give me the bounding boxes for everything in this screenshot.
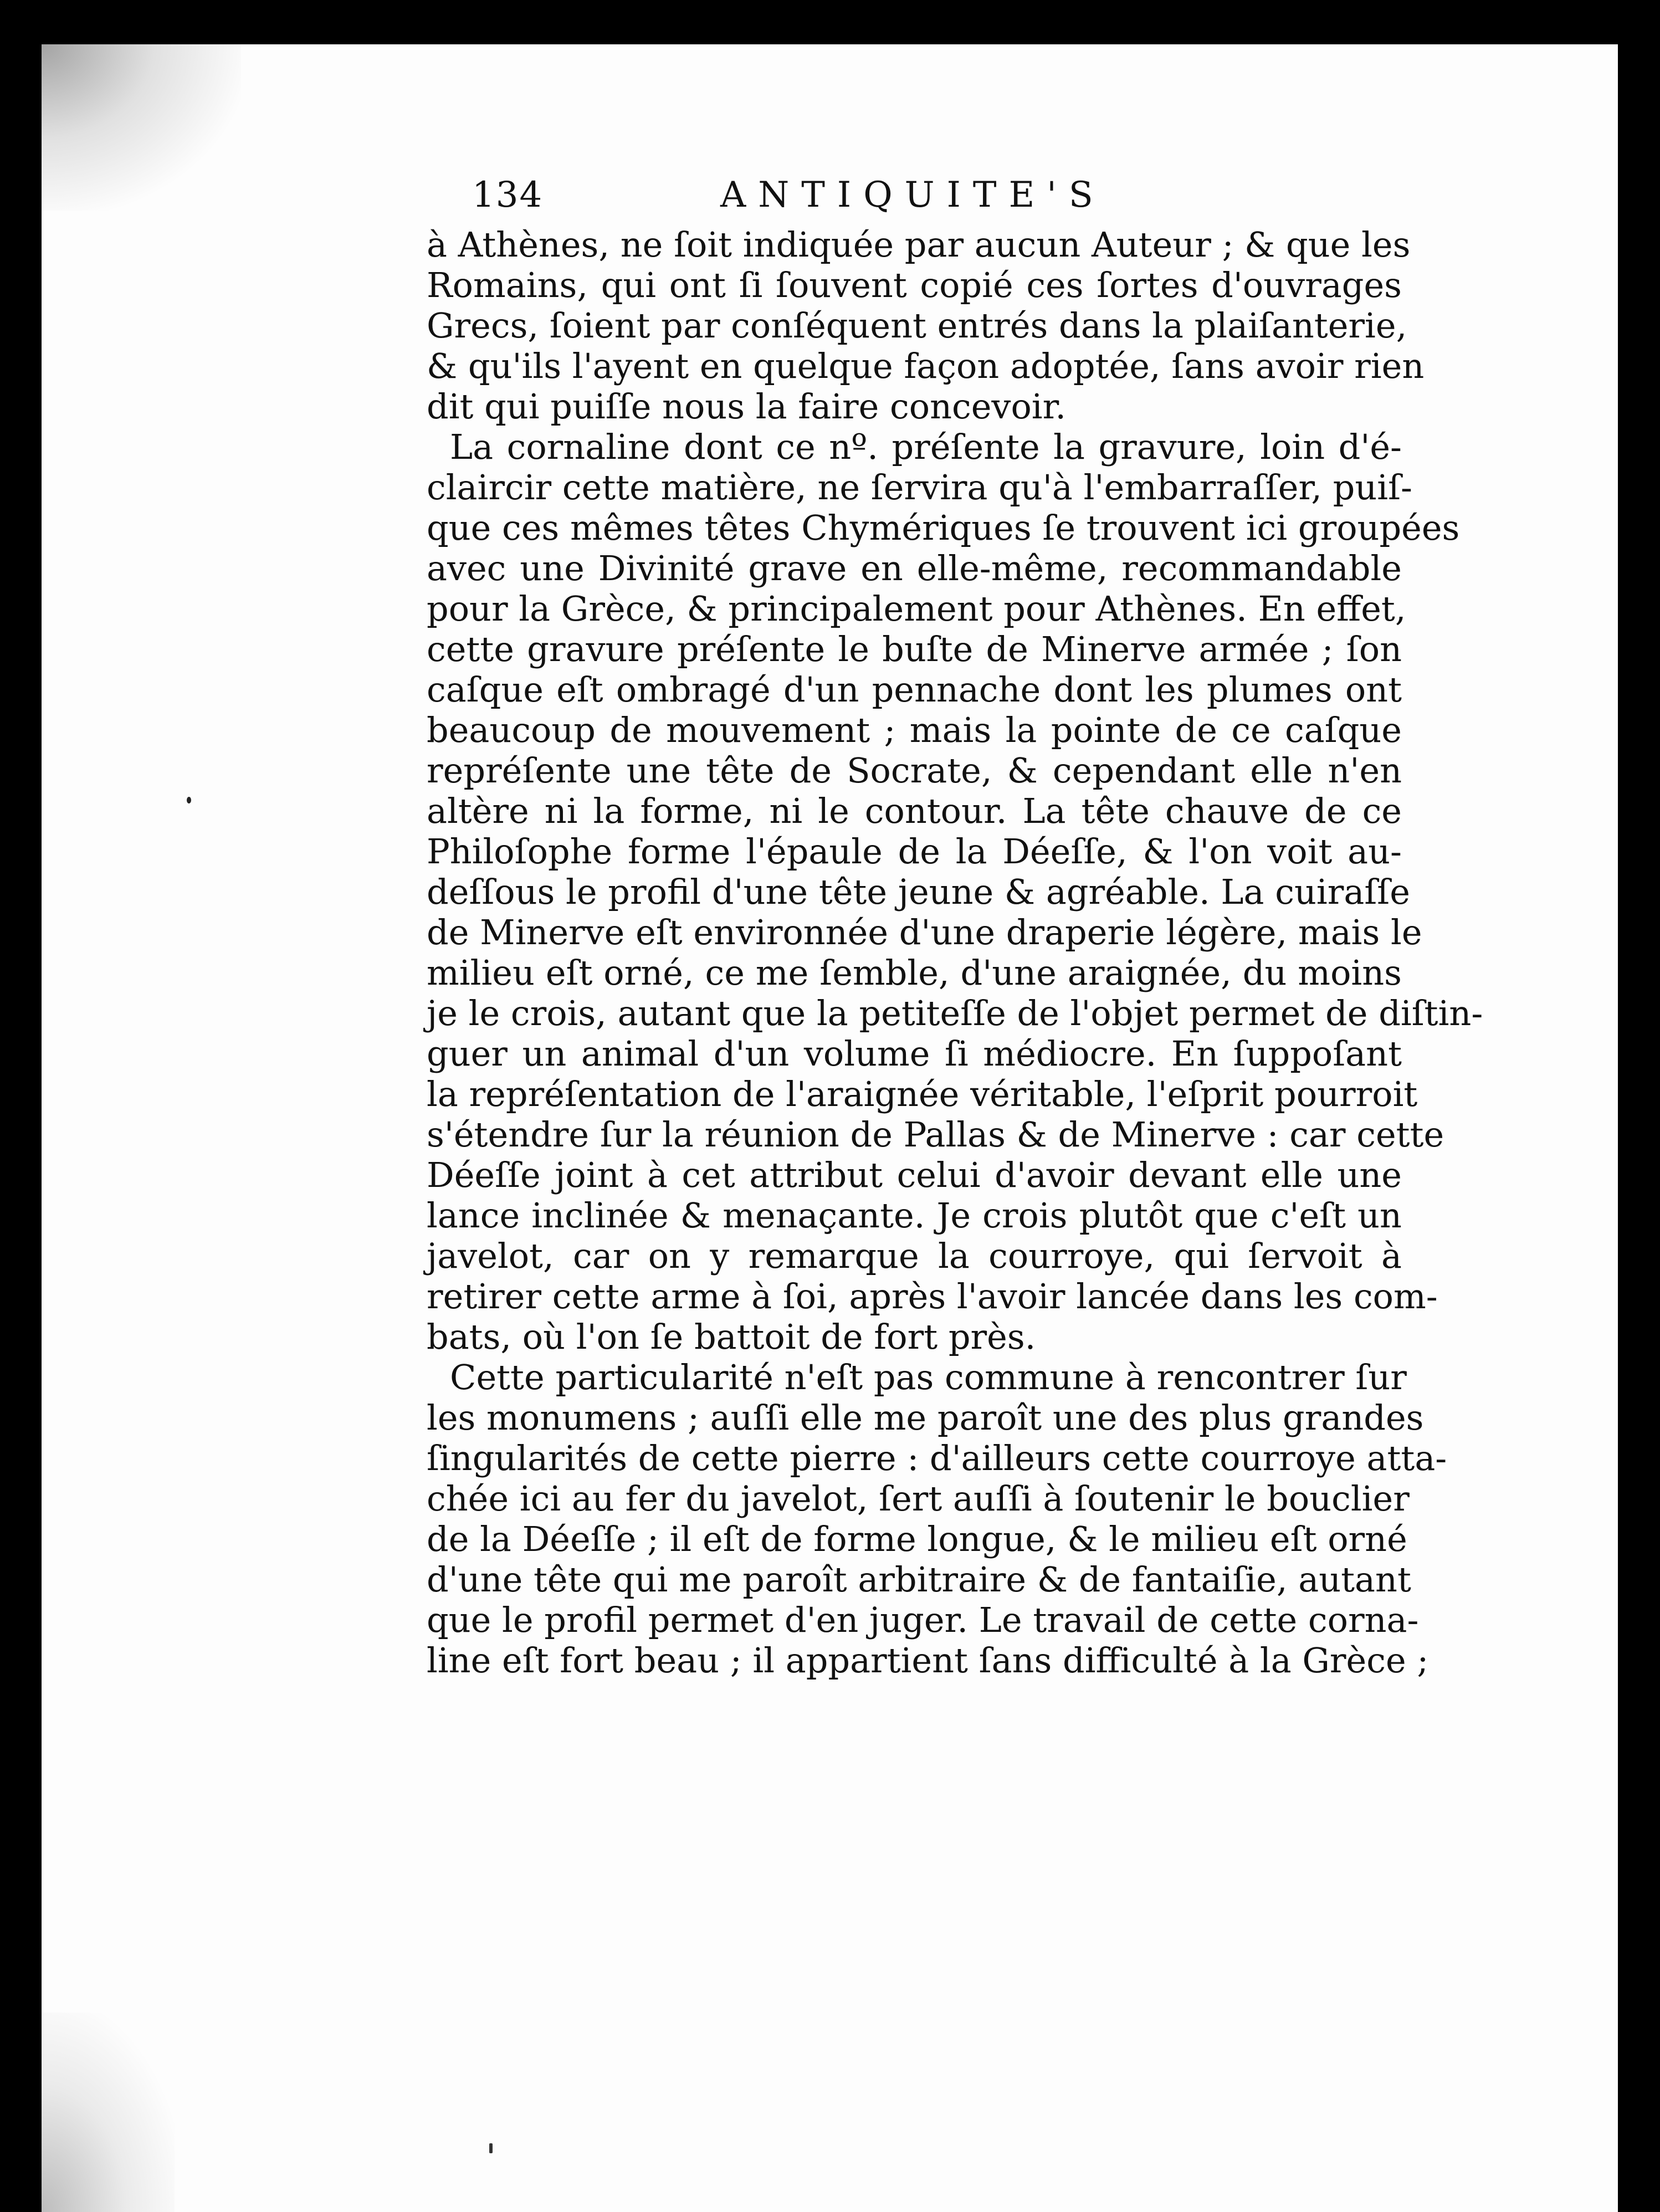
text-line: je le crois, autant que la petiteſſe de l'objet permet de diſtin- [427, 993, 1483, 1033]
ink-speck [187, 797, 191, 803]
text-line: caſque eſt ombragé d'un pennache dont les plumes ont [427, 669, 1402, 710]
text-line: Philoſophe forme l'épaule de la Déeſſe, & l'on voit au- [427, 831, 1402, 872]
running-title: ANTIQUITE'S [720, 175, 1105, 216]
text-line: Grecs, ſoient par conſéquent entrés dans la plaiſanterie, [427, 305, 1407, 346]
text-line: bats, où l'on ſe battoit de fort près. [427, 1317, 1036, 1357]
page-number: 134 [472, 175, 544, 216]
text-line: claircir cette matière, ne ſervira qu'à l'embarraſſer, puiſ- [427, 467, 1412, 508]
page-text-block [427, 166, 1483, 1681]
page-stain-top [42, 44, 241, 211]
text-line: que le profil permet d'en juger. Le travail de cette corna- [427, 1600, 1419, 1640]
paragraph [427, 427, 1483, 1357]
text-line: chée ici au fer du javelot, ſert auſſi à ſoutenir le bouclier [427, 1478, 1410, 1519]
text-line: ſingularités de cette pierre : d'ailleurs cette courroye atta- [427, 1438, 1447, 1478]
text-line: lance inclinée & menaçante. Je crois plutôt que c'eſt un [427, 1195, 1402, 1236]
text-line: d'une tête qui me paroît arbitraire & de fantaiſie, autant [427, 1559, 1411, 1600]
text-line: deſſous le profil d'une tête jeune & agréable. La cuiraſſe [427, 872, 1410, 912]
text-line: altère ni la forme, ni le contour. La tête chauve de ce [427, 791, 1402, 831]
text-line: que ces mêmes têtes Chymériques ſe trouvent ici groupées [427, 508, 1460, 548]
text-line: de la Déeſſe ; il eſt de forme longue, & le milieu eſt orné [427, 1519, 1407, 1559]
text-line: retirer cette arme à ſoi, après l'avoir lancée dans les com- [427, 1276, 1438, 1317]
text-line: beaucoup de mouvement ; mais la pointe de ce caſque [427, 710, 1402, 750]
running-head [427, 166, 1402, 224]
text-line: guer un animal d'un volume ſi médiocre. En ſuppoſant [427, 1033, 1402, 1074]
paragraph [427, 1357, 1447, 1681]
text-line: Cette particularité n'eſt pas commune à rencontrer ſur [450, 1357, 1407, 1397]
text-line: s'étendre ſur la réunion de Pallas & de Minerve : car cette [427, 1114, 1444, 1155]
text-line: cette gravure préſente le buſte de Minerve armée ; ſon [427, 629, 1402, 669]
paragraph [427, 224, 1425, 427]
text-line: Romains, qui ont ſi ſouvent copié ces ſortes d'ouvrages [427, 265, 1402, 305]
text-line: de Minerve eſt environnée d'une draperie légère, mais le [427, 912, 1422, 953]
text-line: dit qui puiſſe nous la faire concevoir. [427, 386, 1067, 427]
body-text [427, 224, 1483, 1681]
text-line: les monumens ; auſſi elle me paroît une des plus grandes [427, 1397, 1424, 1438]
text-line: Déeſſe joint à cet attribut celui d'avoir devant elle une [427, 1155, 1402, 1195]
text-line: & qu'ils l'ayent en quelque façon adoptée, ſans avoir rien [427, 346, 1425, 386]
text-line: à Athènes, ne ſoit indiquée par aucun Auteur ; & que les [427, 224, 1411, 265]
text-line: line eſt fort beau ; il appartient ſans difficulté à la Grèce ; [427, 1640, 1429, 1681]
text-line: avec une Divinité grave en elle-même, recommandable [427, 548, 1402, 588]
text-line: la repréſentation de l'araignée véritable, l'eſprit pourroit [427, 1074, 1418, 1114]
text-line: repréſente une tête de Socrate, & cependant elle n'en [427, 750, 1402, 791]
page-stain-bottom [42, 2013, 175, 2212]
text-line: milieu eſt orné, ce me ſemble, d'une araignée, du moins [427, 953, 1402, 993]
text-line: javelot, car on y remarque la courroye, qui ſervoit à [427, 1236, 1402, 1276]
text-line: pour la Grèce, & principalement pour Athènes. En effet, [427, 588, 1406, 629]
ink-mark [489, 2143, 493, 2153]
text-line: La cornaline dont ce nº. préſente la gravure, loin d'é- [450, 427, 1402, 467]
